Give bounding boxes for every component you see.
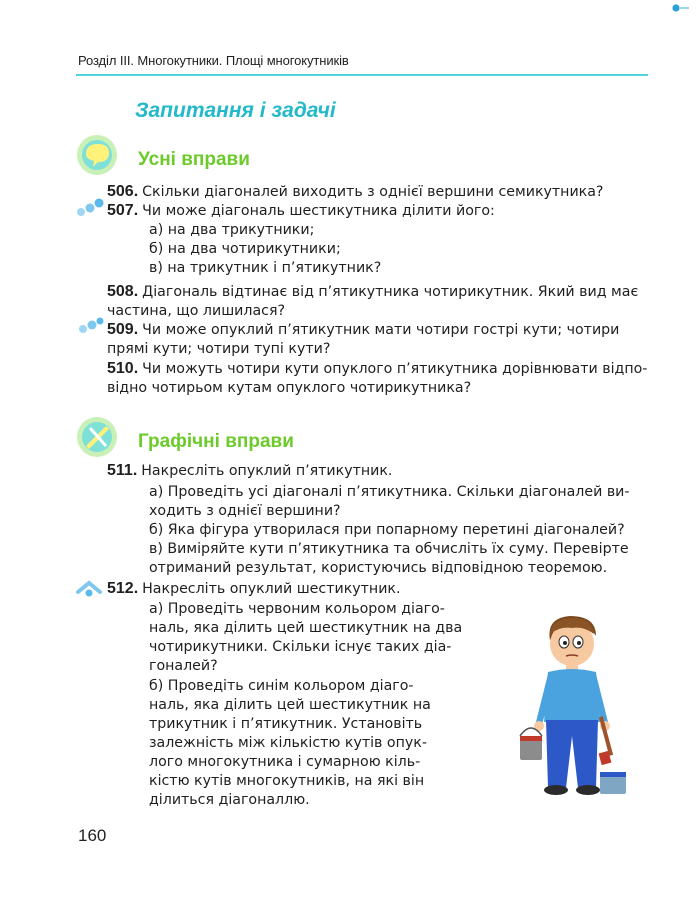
exercise-512-a: а) Проведіть червоним кольором діаго- [149, 601, 445, 617]
exercise-512-b-cont: трикутник і п’ятикутник. Установіть [149, 716, 423, 732]
exercise-507-option: б) на два чотирикутники; [149, 241, 341, 257]
speech-bubble-icon [76, 134, 118, 176]
difficulty-dots-icon [76, 198, 104, 218]
page-number: 160 [78, 826, 107, 845]
exercise-511-c-cont: отриманий результат, користуючись відповідною теоремою. [149, 560, 608, 576]
exercise-512-a-cont: наль, яка ділить цей шестикутник на два [149, 620, 463, 636]
exercise-512-b-cont: ділиться діагоналлю. [149, 792, 310, 808]
exercise-511-a: а) Проведіть усі діагоналі п’ятикутника. Скільки діагоналей ви- [149, 484, 630, 500]
exercise-508: 508. Діагональ відтинає від п’ятикутника чотирикутник. Який вид має [107, 283, 639, 300]
exercise-512-a-cont: гоналей? [149, 658, 218, 674]
exercise-511-b: б) Яка фігура утворилася при попарному перетині діагоналей? [149, 522, 625, 538]
difficulty-dots-icon [78, 316, 104, 334]
exercise-512-a-cont: чотирикутники. Скільки існує таких діа- [149, 639, 452, 655]
exercise-510-cont: відно чотирьом кутам опуклого чотирикутника? [107, 380, 472, 396]
boy-with-paint-illustration [512, 612, 632, 802]
exercise-508-cont: частина, що лишилася? [107, 303, 286, 319]
exercise-511: 511. Накресліть опуклий п’ятикутник. [107, 462, 393, 479]
publisher-logo-icon [672, 3, 690, 13]
section-title-oral: Усні вправи [138, 149, 250, 170]
running-header: Розділ III. Многокутники. Площі многокутників [78, 53, 349, 68]
exercise-511-a-cont: ходить з однієї вершини? [149, 503, 341, 519]
page-title: Запитання і задачі [135, 99, 336, 122]
exercise-512-b-cont: лого многокутника і сумарною кіль- [149, 754, 421, 770]
exercise-512: 512. Накресліть опуклий шестикутник. [107, 580, 401, 597]
header-rule [76, 74, 648, 76]
exercise-506: 506. Скільки діагоналей виходить з однієї вершини семикутника? [107, 183, 604, 200]
exercise-509: 509. Чи може опуклий п’ятикутник мати чотири гострі кути; чотири [107, 321, 620, 338]
drawing-tools-icon [76, 416, 118, 458]
exercise-507-option: а) на два трикутники; [149, 222, 315, 238]
exercise-512-b-cont: залежність між кількістю кутів опук- [149, 735, 427, 751]
exercise-509-cont: прямі кути; чотири тупі кути? [107, 341, 331, 357]
exercise-511-c: в) Виміряйте кути п’ятикутника та обчисліть їх суму. Перевірте [149, 541, 629, 557]
exercise-512-b-cont: кістю кутів многокутників, на які він [149, 773, 425, 789]
section-title-graphic: Графічні вправи [138, 431, 294, 452]
difficulty-chevron-icon [76, 580, 102, 598]
exercise-512-b: б) Проведіть синім кольором діаго- [149, 678, 414, 694]
exercise-512-b-cont: наль, яка ділить цей шестикутник на [149, 697, 431, 713]
exercise-507-option: в) на трикутник і п’ятикутник? [149, 260, 382, 276]
exercise-507: 507. Чи може діагональ шестикутника ділити його: [107, 202, 495, 219]
exercise-510: 510. Чи можуть чотири кути опуклого п’ятикутника дорівнювати відпо- [107, 360, 648, 377]
